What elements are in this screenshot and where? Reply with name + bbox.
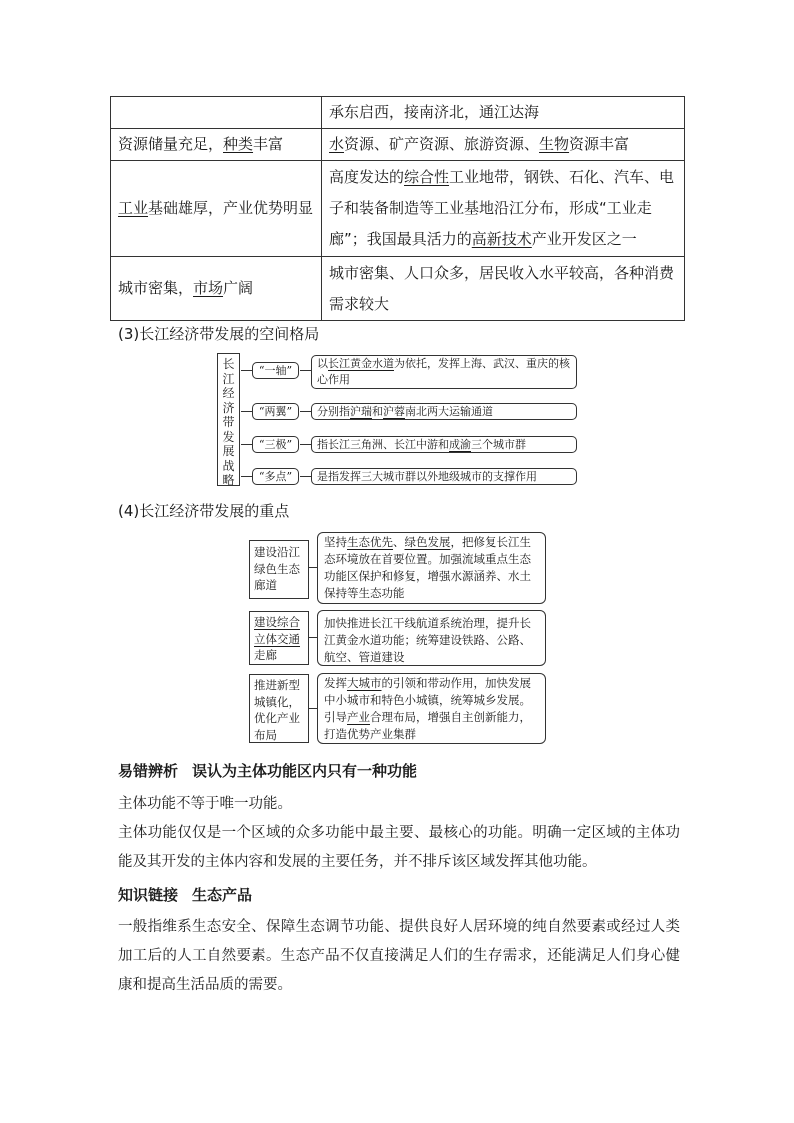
table-row (111, 257, 685, 321)
diagram-node-text: 坚持生态优先、绿色发展，把修复长江生态环境放在首要位置。加强流域重点生态功能区保护和修复，增强水源涵养、水土保持等生态功能 (317, 532, 546, 604)
diagram-root-label: 长江经济带发展战略 (222, 357, 235, 487)
diagram-node-text: 以长江黄金水道为依托，发挥上海、武汉、重庆的核心作用 (311, 355, 577, 389)
table-cell: 承东启西，接南济北，通江达海 (322, 97, 685, 129)
mistake-tag: 易错辨析 (118, 762, 179, 780)
knowledge-heading: 生态产品 (192, 886, 253, 904)
mistake-paragraph-2: 主体功能仅仅是一个区域的众多功能中最主要、最核心的功能。明确一定区域的主体功能及其开发的主体内容和发展的主要任务，并不排斥该区域发挥其他功能。 (118, 825, 680, 870)
advantages-table (110, 96, 685, 321)
table-cell: 资源储量充足，种类丰富 (111, 129, 322, 161)
diagram-node-label: 推进新型城镇化，优化产业布局 (249, 674, 309, 743)
diagram-node-label: “三极” (252, 436, 299, 453)
mistake-title (118, 760, 417, 782)
underlined-term: 高新技术 (471, 230, 532, 248)
diagram-node-label: “一轴” (252, 362, 299, 379)
knowledge-paragraph: 一般指维系生态安全、保障生态调节功能、提供良好人居环境的纯自然要素或经过人类加工后的人工自然要素。生态产品不仅直接满足人们的生存需求，还能满足人们身心健康和提高生活品质的需要。 (118, 919, 680, 993)
underlined-term: 大城市 (347, 676, 382, 690)
mistake-heading: 误认为主体功能区内只有一种功能 (192, 762, 418, 780)
diagram-node-label: “两翼” (252, 403, 299, 420)
underlined-term: 生态优先 (347, 535, 393, 549)
diagram-node-label: 建设沿江绿色生态廊道 (249, 540, 309, 599)
underlined-term: 建设综合立体交通 (254, 615, 300, 646)
table-cell: 城市密集、人口众多，居民收入水平较高，各种消费需求较大 (322, 257, 685, 321)
diagram-node-text: 加快推进长江干线航道系统治理，提升长江黄金水道功能；统筹建设铁路、公路、航空、管道建设 (317, 610, 546, 666)
knowledge-tag: 知识链接 (118, 886, 179, 904)
underlined-term: 产业 (347, 710, 370, 724)
underlined-term: 绿色发展 (404, 535, 451, 549)
table-cell: 高度发达的综合性工业地带，钢铁、石化、汽车、电子和装备制造等工业基地沿江分布，形成“工业走廊”；我国最具活力的高新技术产业开发区之一 (322, 161, 685, 257)
diagram-node-text: 发挥大城市的引领和带动作用，加快发展中小城市和特色小城镇，统筹城乡发展。引导产业合理布局，增强自主创新能力，打造优势产业集群 (317, 673, 546, 744)
section-heading: (4)长江经济带发展的重点 (118, 502, 290, 520)
diagram-node-text: 分别指沪瑞和沪蓉南北两大运输通道 (311, 403, 577, 420)
underlined-term: 生物 (539, 135, 570, 153)
underlined-term: 市场 (193, 279, 224, 297)
diagram-node-label: 建设综合立体交通走廊 (249, 611, 309, 665)
table-cell (111, 97, 322, 129)
table-cell: 工业基础雄厚，产业优势明显 (111, 161, 322, 257)
connector-line (309, 708, 317, 709)
table-row (111, 161, 685, 257)
connector-line (309, 637, 317, 638)
table-row (111, 129, 685, 161)
table-cell: 城市密集，市场广阔 (111, 257, 322, 321)
underlined-term: 沪蓉 (383, 405, 405, 418)
underlined-term: 成渝 (449, 438, 471, 451)
diagram-node-text: 是指发挥三大城市群以外地级城市的支撑作用 (311, 468, 577, 485)
table-cell: 水资源、矿产资源、旅游资源、生物资源丰富 (322, 129, 685, 161)
section-heading: (3)长江经济带发展的空间格局 (118, 325, 320, 343)
underlined-term: 综合性 (404, 168, 450, 186)
underlined-term: 水 (329, 135, 345, 153)
table-row (111, 97, 685, 129)
underlined-term: 种类 (223, 135, 254, 153)
knowledge-title (118, 884, 252, 906)
underlined-term: 长江黄金水道 (328, 357, 394, 370)
mistake-paragraph-1: 主体功能不等于唯一功能。 (118, 796, 292, 812)
underlined-term: 工业 (118, 199, 149, 217)
diagram-root-box (217, 353, 240, 486)
diagram-node-text: 指长江三角洲、长江中游和成渝三个城市群 (311, 436, 577, 453)
diagram-node-label: “多点” (252, 468, 299, 485)
connector-line (309, 567, 317, 568)
underlined-term: 沪瑞 (350, 405, 372, 418)
